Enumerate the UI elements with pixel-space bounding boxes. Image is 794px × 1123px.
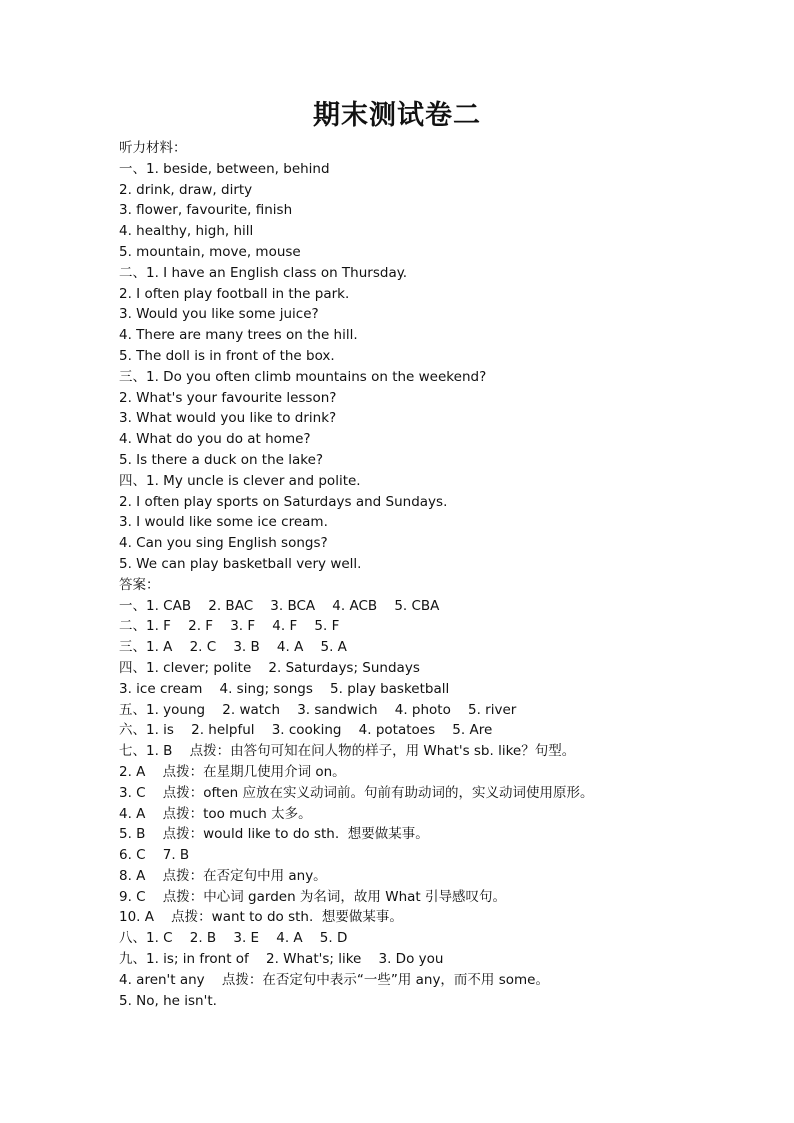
text-line: 4. A 点拨：too much 太多。 [119, 805, 312, 822]
text-line: 一、1. CAB 2. BAC 3. BCA 4. ACB 5. CBA [119, 597, 440, 614]
text-line: 4. healthy, high, hill [119, 223, 254, 240]
text-line: 5. B 点拨：would like to do sth. 想要做某事。 [119, 826, 429, 843]
text-line: 10. A 点拨：want to do sth. 想要做某事。 [119, 909, 403, 926]
text-line: 2. drink, draw, dirty [119, 181, 253, 198]
text-line: 3. flower, favourite, finish [119, 202, 293, 219]
text-line: 八、1. C 2. B 3. E 4. A 5. D [119, 930, 348, 947]
text-line: 五、1. young 2. watch 3. sandwich 4. photo 5. river [119, 701, 517, 718]
text-line: 二、1. F 2. F 3. F 4. F 5. F [119, 618, 340, 635]
text-line: 4. What do you do at home? [119, 431, 311, 448]
text-line: 四、1. clever; polite 2. Saturdays; Sundays [119, 659, 420, 676]
text-line: 5. No, he isn't. [119, 992, 217, 1009]
text-line: 6. C 7. B [119, 847, 190, 864]
text-line: 2. I often play sports on Saturdays and Sundays. [119, 493, 448, 510]
text-line: 3. Would you like some juice? [119, 306, 319, 323]
text-line: 3. I would like some ice cream. [119, 514, 328, 531]
text-line: 3. ice cream 4. sing; songs 5. play basketball [119, 680, 450, 697]
text-line: 一、1. beside, between, behind [119, 160, 330, 177]
document-body [119, 138, 759, 1011]
text-line: 5. We can play basketball very well. [119, 555, 362, 572]
text-line: 2. I often play football in the park. [119, 285, 350, 302]
text-line: 三、1. A 2. C 3. B 4. A 5. A [119, 639, 347, 656]
text-line: 四、1. My uncle is clever and polite. [119, 472, 361, 489]
text-line: 4. aren't any 点拨：在否定句中表示“一些”用 any，而不用 some。 [119, 971, 549, 988]
text-line: 2. A 点拨：在星期几使用介词 on。 [119, 763, 346, 780]
page-title: 期末测试卷二 [313, 100, 481, 131]
text-line: 3. C 点拨：often 应放在实义动词前。句前有助动词的，实义动词使用原形。 [119, 784, 594, 801]
text-line: 答案： [119, 576, 160, 593]
text-line: 9. C 点拨：中心词 garden 为名词，故用 What 引导感叹句。 [119, 888, 506, 905]
text-line: 3. What would you like to drink? [119, 410, 337, 427]
text-line: 三、1. Do you often climb mountains on the weekend? [119, 368, 487, 385]
text-line: 4. There are many trees on the hill. [119, 327, 358, 344]
text-line: 听力材料： [119, 140, 187, 156]
text-line: 七、1. B 点拨：由答句可知在问人物的样子，用 What's sb. like？句型。 [119, 743, 576, 760]
text-line: 2. What's your favourite lesson? [119, 389, 337, 406]
text-line: 5. mountain, move, mouse [119, 243, 301, 260]
text-line: 九、1. is; in front of 2. What's; like 3. Do you [119, 951, 444, 968]
text-line: 六、1. is 2. helpful 3. cooking 4. potatoes 5. Are [119, 722, 493, 739]
text-line: 8. A 点拨：在否定句中用 any。 [119, 867, 327, 884]
text-line: 4. Can you sing English songs? [119, 535, 328, 552]
text-line: 5. The doll is in front of the box. [119, 347, 335, 364]
text-line: 二、1. I have an English class on Thursday. [119, 264, 408, 281]
text-line: 5. Is there a duck on the lake? [119, 451, 324, 468]
